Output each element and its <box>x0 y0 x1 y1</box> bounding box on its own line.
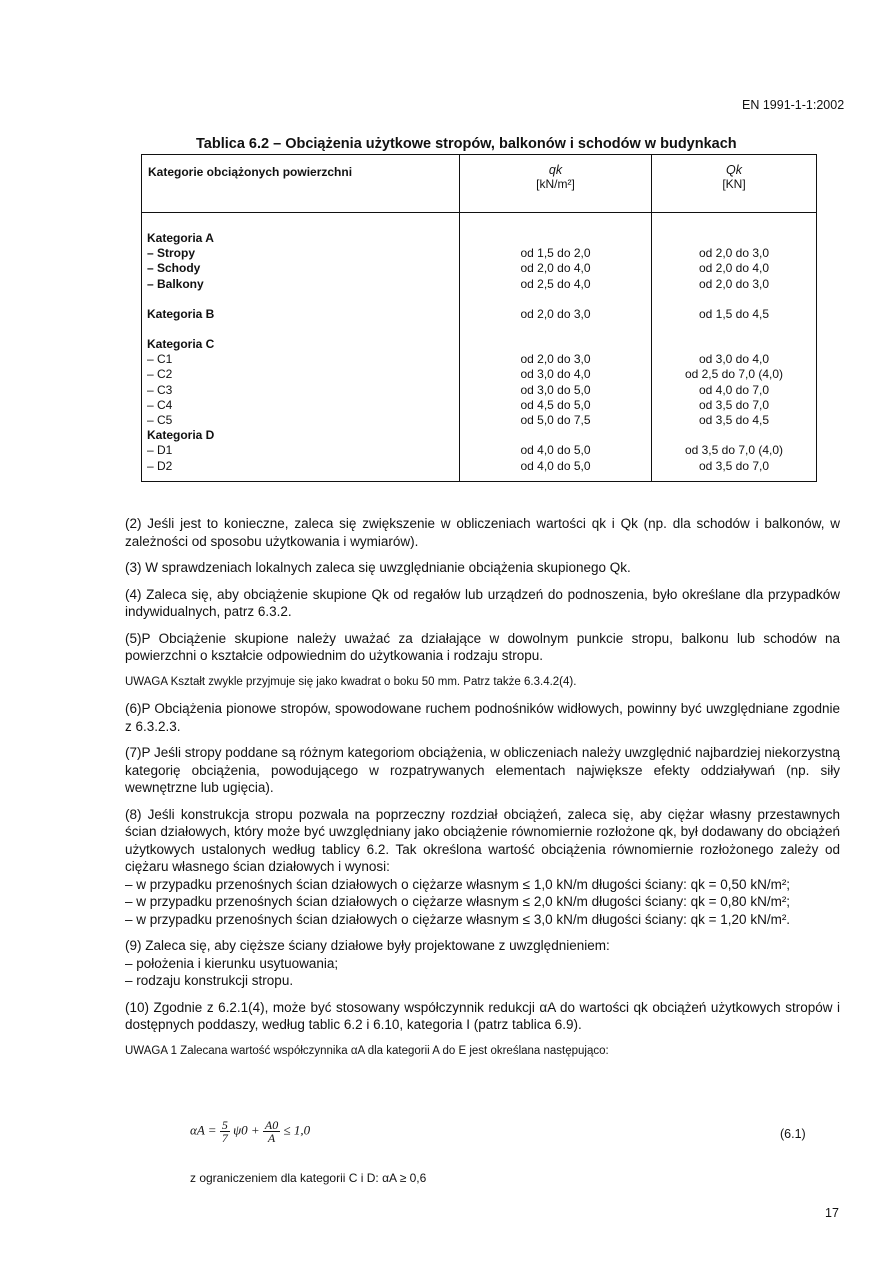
qk-value: od 4,0 do 5,0 <box>520 458 591 473</box>
qk-value: od 2,5 do 4,0 <box>520 276 591 291</box>
header-qk-unit: [kN/m²] <box>536 177 575 191</box>
row-label: – C4 <box>147 397 173 412</box>
qk-value: od 1,5 do 2,0 <box>520 246 591 261</box>
header-categories: Kategorie obciążonych powierzchni <box>142 155 460 213</box>
document-code: EN 1991-1-1:2002 <box>742 98 845 112</box>
constraint-note: z ograniczeniem dla kategorii C i D: αA ≥ 0,6 <box>190 1171 427 1185</box>
fraction-a0-a: $\frac{A0}{A}$ <box>264 1118 279 1145</box>
group-title: Kategoria D <box>147 428 215 443</box>
paragraph-10: (10) Zgodnie z 6.2.1(4), może być stosowany współczynnik redukcji αA do wartości qk obciążeń użytkowych stropów i dostępnych poddaszy, według tablic 6.2 i 6.10, kategoria I (patrz tablica 6.9). <box>125 999 840 1032</box>
row-label: – Schody <box>147 261 201 276</box>
group-title: Kategoria A <box>147 231 214 245</box>
header-qk <box>460 155 652 213</box>
paragraph-3: (3) W sprawdzeniach lokalnych zaleca się uwzględnianie obciążenia skupionego Qk. <box>125 560 631 575</box>
paragraph-7p: (7)P Jeśli stropy poddane są różnym kategoriom obciążenia, w obliczeniach należy uwzględnić najbardziej niekorzystną kategorię obciążenia, powodującego w rozpatrywanych elementach największe efekty oddziaływań (np. siły wewnętrzne lub ugięcia). <box>125 745 840 795</box>
paragraph-6p: (6)P Obciążenia pionowe stropów, spowodowane ruchem podnośników widłowych, powinny być uwzględniane zgodnie z 6.3.2.3. <box>125 701 840 734</box>
Qk-value: od 2,5 do 7,0 (4,0) <box>684 367 784 382</box>
paragraph-8: (8) Jeśli konstrukcja stropu pozwala na poprzeczny rozdział obciążeń, zaleca się, aby ciężar własny przestawnych ścian działowych, który może być uwzględniany jako obciążenie równomiernie rozłożone qk, był dodawany do obciążeń użytkowych ustalonych według tablicy 6.2. Tak określona wartość obciążenia równomiernie rozłożonego zależy od ciężaru własnego ścian działowych i wynosi: <box>125 806 840 874</box>
qk-value: od 3,0 do 4,0 <box>520 367 591 382</box>
qk-value: od 4,0 do 5,0 <box>520 443 591 458</box>
formula-mid: ψ0 + <box>233 1122 263 1138</box>
equation-number: (6.1) <box>780 1127 806 1141</box>
qk-value: od 2,0 do 4,0 <box>520 261 591 276</box>
paragraph-2: (2) Jeśli jest to konieczne, zaleca się zwiększenie w obliczeniach wartości qk i Qk (np. dla schodów i balkonów, w zależności od sposobu użytkowania i wymiarów). <box>125 516 840 549</box>
row-label: – C3 <box>147 382 173 397</box>
group-title: Kategoria B <box>147 306 215 321</box>
page-number: 17 <box>825 1206 839 1220</box>
Qk-value: od 3,5 do 7,0 <box>698 458 770 473</box>
paragraph-9: (9) Zaleca się, aby cięższe ściany działowe były projektowane z uwzględnieniem: <box>125 938 610 953</box>
qk-column <box>460 213 652 482</box>
paragraph-5p: (5)P Obciążenie skupione należy uważać za działające w dowolnym punkcie stropu, balkonu lub schodów na powierzchni o kształcie odpowiednim do użytkowania i rodzaju stropu. <box>125 630 840 663</box>
group-title: Kategoria C <box>147 337 215 352</box>
formula-6-1 <box>190 1119 310 1144</box>
qk-value: od 5,0 do 7,5 <box>520 413 591 428</box>
list-item: – w przypadku przenośnych ścian działowych o ciężarze własnym ≤ 3,0 kN/m długości ściany: qk = 1,20 kN/m². <box>125 911 791 927</box>
header-Qk-unit: [KN] <box>722 177 746 191</box>
qk-value: od 4,5 do 5,0 <box>520 397 591 412</box>
fraction-5-7: $\frac{5}{7}$ <box>221 1118 228 1145</box>
qk-value: od 2,0 do 3,0 <box>520 306 591 321</box>
qk-value: od 2,0 do 3,0 <box>520 352 591 367</box>
body-text <box>125 515 840 1069</box>
Qk-value: od 2,0 do 3,0 <box>698 246 770 261</box>
Qk-value: od 3,5 do 4,5 <box>698 413 770 428</box>
categories-column <box>142 213 460 482</box>
qk-value: od 3,0 do 5,0 <box>520 382 591 397</box>
table-header-row <box>142 155 817 213</box>
Qk-value: od 2,0 do 4,0 <box>698 261 770 276</box>
row-label: – C5 <box>147 413 173 428</box>
table-body-row <box>142 213 817 482</box>
Qk-column <box>652 213 817 482</box>
Qk-value: od 3,5 do 7,0 (4,0) <box>684 443 784 458</box>
load-table <box>141 154 817 482</box>
table-title: Tablica 6.2 – Obciążenia użytkowe stropów, balkonów i schodów w budynkach <box>196 136 737 152</box>
row-label: – C2 <box>147 367 173 382</box>
row-label: – C1 <box>147 352 173 367</box>
header-qk-symbol: qk <box>548 163 563 177</box>
row-label: – D1 <box>147 443 173 458</box>
row-label: – Balkony <box>147 276 204 291</box>
note-1: UWAGA 1 Zalecana wartość współczynnika αA dla kategorii A do E jest określana następująco: <box>125 1044 609 1057</box>
list-item: – rodzaju konstrukcji stropu. <box>125 973 294 988</box>
Qk-value: od 3,0 do 4,0 <box>698 352 770 367</box>
row-label: – D2 <box>147 458 173 473</box>
paragraph-4: (4) Zaleca się, aby obciążenie skupione Qk od regałów lub urządzeń do podnoszenia, było określane dla przypadków indywidualnych, patrz 6.3.2. <box>125 586 840 619</box>
Qk-value: od 2,0 do 3,0 <box>698 276 770 291</box>
list-item: – w przypadku przenośnych ścian działowych o ciężarze własnym ≤ 2,0 kN/m długości ściany: qk = 0,80 kN/m²; <box>125 894 791 909</box>
note-shape: UWAGA Kształt zwykle przyjmuje się jako kwadrat o boku 50 mm. Patrz także 6.3.4.2(4). <box>125 675 577 688</box>
header-Qk <box>652 155 817 213</box>
Qk-value: od 3,5 do 7,0 <box>698 397 770 412</box>
Qk-value: od 4,0 do 7,0 <box>698 382 770 397</box>
Qk-value: od 1,5 do 4,5 <box>698 306 770 321</box>
formula-rhs: ≤ 1,0 <box>283 1122 311 1138</box>
formula-lhs: αA = <box>190 1122 220 1138</box>
header-Qk-symbol: Qk <box>726 163 742 177</box>
list-item: – w przypadku przenośnych ścian działowych o ciężarze własnym ≤ 1,0 kN/m długości ściany: qk = 0,50 kN/m²; <box>125 876 791 892</box>
list-item: – położenia i kierunku usytuowania; <box>125 955 339 971</box>
row-label: – Stropy <box>147 246 196 261</box>
